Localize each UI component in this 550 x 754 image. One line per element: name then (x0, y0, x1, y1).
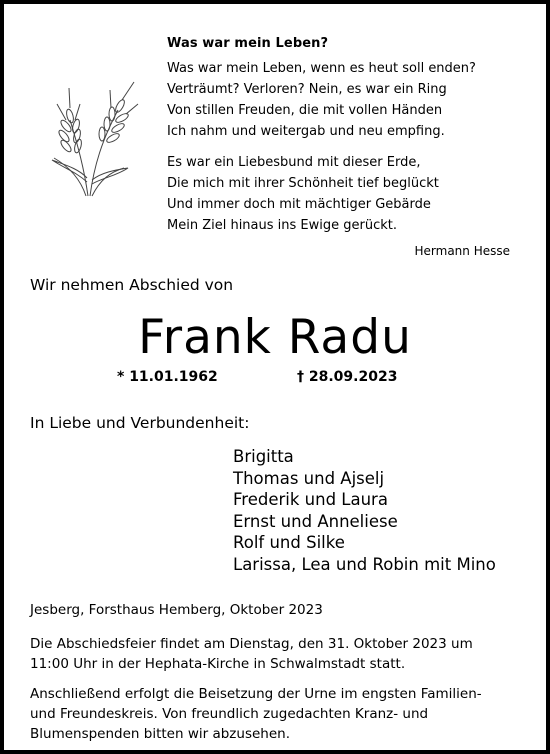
poem-line: Und immer doch mit mächtiger Gebärde (167, 197, 431, 212)
poem-line: Verträumt? Verloren? Nein, es war ein Ring (167, 82, 447, 97)
mourner: Frederik und Laura (233, 490, 388, 509)
wheat-icon (40, 68, 140, 198)
mourners-list (233, 446, 496, 575)
mourner: Rolf und Silke (233, 533, 345, 552)
birth-date: * 11.01.1962 (117, 369, 218, 385)
burial-line: Anschließend erfolgt die Beisetzung der Urne im engsten Familien- (30, 686, 482, 702)
deceased-name: Frank Radu (138, 310, 412, 365)
poem-line: Ich nahm und weitergab und neu empfing. (167, 124, 445, 139)
poem-line: Die mich mit ihrer Schönheit tief beglückt (167, 176, 439, 191)
farewell-intro: Wir nehmen Abschied von (30, 276, 234, 294)
poem-line: Was war mein Leben, wenn es heut soll enden? (167, 61, 476, 76)
poem-stanza-1 (167, 58, 476, 142)
ceremony-line: Die Abschiedsfeier findet am Dienstag, den 31. Oktober 2023 um (30, 636, 473, 652)
mourner: Brigitta (233, 447, 294, 466)
poem-title: Was war mein Leben? (167, 36, 329, 51)
poem-stanza-2 (167, 152, 439, 236)
mourner: Larissa, Lea und Robin mit Mino (233, 554, 496, 574)
death-date: † 28.09.2023 (297, 369, 398, 385)
burial-line: und Freundeskreis. Von freundlich zugedachten Kranz- und (30, 706, 429, 722)
love-line: In Liebe und Verbundenheit: (30, 414, 250, 432)
mourner: Thomas und Ajselj (233, 468, 385, 488)
place-date: Jesberg, Forsthaus Hemberg, Oktober 2023 (30, 602, 323, 618)
poem-author: Hermann Hesse (414, 244, 510, 258)
poem-line: Es war ein Liebesbund mit dieser Erde, (167, 155, 421, 170)
poem-line: Mein Ziel hinaus ins Ewige gerückt. (167, 218, 397, 233)
burial-line: Blumenspenden bitten wir abzusehen. (30, 726, 290, 742)
mourner: Ernst und Anneliese (233, 511, 398, 531)
ceremony-line: 11:00 Uhr in der Hephata-Kirche in Schwalmstadt statt. (30, 656, 406, 672)
poem-line: Von stillen Freuden, die mit vollen Händen (167, 103, 443, 118)
burial-paragraph (30, 684, 530, 744)
ceremony-paragraph (30, 634, 530, 674)
